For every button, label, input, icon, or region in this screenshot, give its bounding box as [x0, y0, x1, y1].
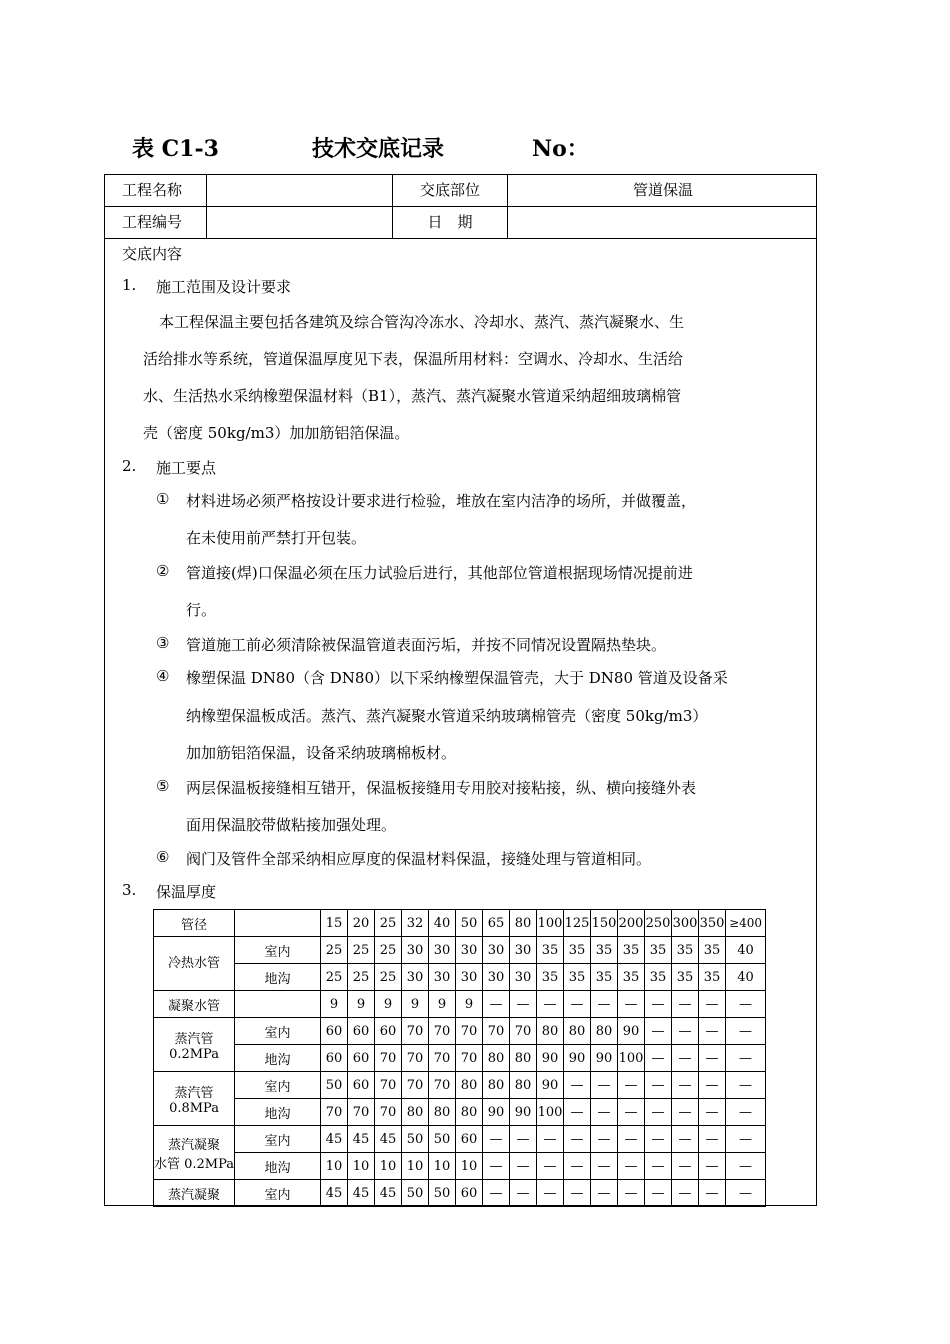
record-form — [104, 174, 817, 1206]
thickness-cell: 100 — [537, 1099, 564, 1126]
thickness-cell: — — [645, 1018, 672, 1045]
thickness-cell: 90 — [537, 1072, 564, 1099]
thickness-cell: — — [645, 1180, 672, 1207]
item-3-line: 管道施工前必须清除被保温管道表面污垢，并按不同情况设置隔热垫块。 — [186, 636, 667, 654]
table-header-row — [154, 910, 766, 937]
thickness-cell: — — [564, 1126, 591, 1153]
thickness-cell: — — [726, 1072, 766, 1099]
item-4-mark: ④ — [156, 667, 170, 685]
pipe-type-label: 蒸汽凝聚 — [168, 1137, 221, 1153]
thickness-cell: 70 — [429, 1018, 456, 1045]
thickness-cell: 35 — [537, 937, 564, 964]
insulation-thickness-table — [153, 909, 766, 1207]
thickness-cell: 35 — [537, 964, 564, 991]
pipe-size-cell: 100 — [537, 910, 564, 937]
thickness-cell: 50 — [402, 1126, 429, 1153]
thickness-cell: 9 — [321, 991, 348, 1018]
location-cell: 室内 — [235, 937, 321, 964]
section-2-number: 2. — [122, 457, 137, 475]
section-1-line: 壳（密度 50kg/m3）加加筋铝箔保温。 — [143, 424, 410, 442]
pipe-type-label: 冷热水管 — [168, 955, 221, 971]
form-title: 技术交底记录 — [312, 136, 445, 162]
thickness-cell: — — [672, 991, 699, 1018]
pipe-size-header: 管径 — [154, 910, 235, 937]
item-4-line: 橡塑保温 DN80（含 DN80）以下采纳橡塑保温管壳，大于 DN80 管道及设备采 — [186, 669, 728, 687]
thickness-cell: 45 — [321, 1126, 348, 1153]
thickness-cell: 90 — [510, 1099, 537, 1126]
thickness-cell: — — [726, 1018, 766, 1045]
thickness-cell: 35 — [645, 964, 672, 991]
thickness-cell: — — [591, 991, 618, 1018]
thickness-cell: — — [537, 1153, 564, 1180]
thickness-cell: 60 — [375, 1018, 402, 1045]
thickness-cell: 30 — [429, 964, 456, 991]
thickness-cell: — — [591, 1126, 618, 1153]
thickness-cell: — — [645, 1126, 672, 1153]
content-heading: 交底内容 — [122, 245, 183, 263]
thickness-cell: 10 — [402, 1153, 429, 1180]
thickness-cell: 45 — [348, 1180, 375, 1207]
form-number-label: No： — [532, 136, 589, 162]
thickness-cell: 60 — [348, 1045, 375, 1072]
thickness-cell: 80 — [483, 1072, 510, 1099]
item-5-line: 面用保温胶带做粘接加强处理。 — [186, 816, 397, 834]
thickness-cell: 80 — [483, 1045, 510, 1072]
location-cell: 室内 — [235, 1018, 321, 1045]
pipe-size-cell: 32 — [402, 910, 429, 937]
pipe-size-cell: 40 — [429, 910, 456, 937]
pipe-type-cell — [154, 937, 235, 991]
thickness-cell: 90 — [618, 1018, 645, 1045]
thickness-cell: — — [726, 1153, 766, 1180]
thickness-cell: — — [618, 1072, 645, 1099]
thickness-cell: 80 — [591, 1018, 618, 1045]
thickness-cell: 10 — [375, 1153, 402, 1180]
pipe-type-cell — [154, 1018, 235, 1072]
project-name-label: 工程名称 — [122, 181, 183, 199]
pipe-size-cell: 350 — [699, 910, 726, 937]
pipe-type-label: 0.2MPa — [169, 1046, 219, 1062]
project-number-label: 工程编号 — [122, 213, 183, 231]
thickness-cell: 70 — [483, 1018, 510, 1045]
pipe-type-label: 蒸汽凝聚 — [168, 1187, 221, 1203]
thickness-cell: 25 — [375, 964, 402, 991]
thickness-cell: 35 — [699, 937, 726, 964]
item-2-line: 行。 — [186, 601, 217, 619]
section-1-line: 水、生活热水采纳橡塑保温材料（B1），蒸汽、蒸汽凝聚水管道采纳超细玻璃棉管 — [143, 387, 682, 405]
location-cell — [235, 991, 321, 1018]
thickness-cell: 35 — [672, 964, 699, 991]
thickness-cell: — — [618, 1126, 645, 1153]
pipe-size-cell: 15 — [321, 910, 348, 937]
thickness-cell: — — [699, 1045, 726, 1072]
thickness-cell: — — [726, 991, 766, 1018]
table-row — [154, 1018, 766, 1045]
project-name-field[interactable] — [206, 175, 392, 206]
table-row — [154, 1072, 766, 1099]
section-2-title: 施工要点 — [156, 459, 217, 477]
thickness-cell: — — [483, 1180, 510, 1207]
thickness-cell: — — [699, 991, 726, 1018]
thickness-cell: 30 — [510, 937, 537, 964]
item-4-line: 加加筋铝箔保温，设备采纳玻璃棉板材。 — [186, 744, 457, 762]
thickness-cell: 35 — [618, 937, 645, 964]
table-row — [154, 1153, 766, 1180]
thickness-cell: — — [537, 1126, 564, 1153]
thickness-cell: 10 — [321, 1153, 348, 1180]
pipe-type-cell — [154, 1072, 235, 1126]
table-row — [154, 1180, 766, 1207]
section-1-title: 施工范围及设计要求 — [156, 278, 292, 296]
thickness-cell: 50 — [402, 1180, 429, 1207]
pipe-type-cell — [154, 1180, 235, 1207]
header-row-2 — [105, 207, 816, 239]
thickness-cell: — — [591, 1099, 618, 1126]
thickness-cell: 70 — [429, 1045, 456, 1072]
location-header-cell — [235, 910, 321, 937]
thickness-cell: — — [672, 1180, 699, 1207]
thickness-cell: 70 — [375, 1072, 402, 1099]
thickness-cell: — — [483, 1126, 510, 1153]
table-row — [154, 1045, 766, 1072]
thickness-cell: 35 — [672, 937, 699, 964]
thickness-cell: 9 — [429, 991, 456, 1018]
thickness-cell: 9 — [456, 991, 483, 1018]
location-cell: 地沟 — [235, 964, 321, 991]
location-cell: 室内 — [235, 1072, 321, 1099]
pipe-type-label: 0.8MPa — [169, 1100, 219, 1116]
thickness-cell: — — [726, 1099, 766, 1126]
thickness-cell: 35 — [645, 937, 672, 964]
thickness-cell: — — [564, 1072, 591, 1099]
thickness-cell: 45 — [375, 1126, 402, 1153]
pipe-size-cell: 150 — [591, 910, 618, 937]
thickness-cell: 90 — [564, 1045, 591, 1072]
pipe-type-label: 蒸汽管 — [174, 1031, 214, 1047]
thickness-cell: 30 — [510, 964, 537, 991]
thickness-cell: 70 — [375, 1045, 402, 1072]
section-3-title: 保温厚度 — [156, 883, 217, 901]
handover-part-value[interactable]: 管道保温 — [507, 175, 818, 206]
item-3-mark: ③ — [156, 634, 170, 652]
thickness-cell: — — [564, 991, 591, 1018]
thickness-cell: — — [510, 991, 537, 1018]
thickness-cell: — — [618, 1180, 645, 1207]
date-field[interactable] — [507, 207, 818, 238]
thickness-cell: — — [618, 1099, 645, 1126]
pipe-type-label: 水管 0.2MPa — [154, 1156, 235, 1172]
pipe-size-cell: 50 — [456, 910, 483, 937]
header-row-1 — [105, 175, 816, 207]
item-2-line: 管道接(焊)口保温必须在压力试验后进行，其他部位管道根据现场情况提前进 — [186, 564, 693, 582]
section-1-number: 1. — [122, 276, 137, 294]
thickness-cell: 9 — [402, 991, 429, 1018]
item-6-line: 阀门及管件全部采纳相应厚度的保温材料保温，接缝处理与管道相同。 — [186, 850, 652, 868]
thickness-cell: — — [564, 1180, 591, 1207]
pipe-size-cell: 200 — [618, 910, 645, 937]
thickness-cell: 80 — [510, 1045, 537, 1072]
thickness-cell: 35 — [564, 964, 591, 991]
thickness-cell: 30 — [429, 937, 456, 964]
date-label: 日 期 — [392, 207, 507, 238]
thickness-cell: 70 — [429, 1072, 456, 1099]
location-cell: 室内 — [235, 1126, 321, 1153]
thickness-cell: — — [699, 1126, 726, 1153]
thickness-cell: 10 — [429, 1153, 456, 1180]
item-1-line: 材料进场必须严格按设计要求进行检验，堆放在室内洁净的场所，并做覆盖， — [186, 492, 697, 510]
pipe-size-cell: 80 — [510, 910, 537, 937]
thickness-cell: — — [483, 1153, 510, 1180]
location-cell: 室内 — [235, 1180, 321, 1207]
item-6-mark: ⑥ — [156, 848, 170, 866]
thickness-cell: — — [645, 1099, 672, 1126]
thickness-cell: — — [672, 1045, 699, 1072]
thickness-cell: 10 — [456, 1153, 483, 1180]
thickness-cell: — — [645, 1045, 672, 1072]
thickness-cell: 80 — [429, 1099, 456, 1126]
item-1-line: 在未使用前严禁打开包装。 — [186, 529, 367, 547]
section-3-number: 3. — [122, 881, 137, 899]
thickness-cell: — — [645, 1072, 672, 1099]
thickness-cell: — — [618, 991, 645, 1018]
thickness-cell: 30 — [456, 964, 483, 991]
thickness-cell: 80 — [510, 1072, 537, 1099]
thickness-cell: 30 — [483, 964, 510, 991]
thickness-cell: — — [699, 1153, 726, 1180]
thickness-cell: — — [645, 1153, 672, 1180]
table-row — [154, 991, 766, 1018]
thickness-cell: — — [672, 1018, 699, 1045]
thickness-cell: — — [510, 1153, 537, 1180]
pipe-size-cell: ≥400 — [726, 910, 766, 937]
section-1-line: 本工程保温主要包括各建筑及综合管沟冷冻水、冷却水、蒸汽、蒸汽凝聚水、生 — [159, 313, 685, 331]
thickness-cell: — — [564, 1099, 591, 1126]
pipe-size-cell: 250 — [645, 910, 672, 937]
location-cell: 地沟 — [235, 1099, 321, 1126]
thickness-cell: 25 — [321, 937, 348, 964]
thickness-cell: 60 — [456, 1126, 483, 1153]
thickness-cell: — — [726, 1180, 766, 1207]
table-row — [154, 964, 766, 991]
thickness-cell: 30 — [456, 937, 483, 964]
thickness-cell: 25 — [348, 937, 375, 964]
thickness-cell: 35 — [591, 937, 618, 964]
thickness-cell: — — [672, 1099, 699, 1126]
thickness-cell: 35 — [564, 937, 591, 964]
thickness-cell: — — [699, 1072, 726, 1099]
thickness-cell: 60 — [456, 1180, 483, 1207]
thickness-cell: — — [699, 1099, 726, 1126]
thickness-cell: 70 — [348, 1099, 375, 1126]
thickness-cell: 40 — [726, 964, 766, 991]
item-5-mark: ⑤ — [156, 777, 170, 795]
thickness-cell: 60 — [321, 1018, 348, 1045]
location-cell: 地沟 — [235, 1153, 321, 1180]
thickness-cell: — — [672, 1153, 699, 1180]
thickness-cell: — — [510, 1180, 537, 1207]
thickness-cell: 45 — [321, 1180, 348, 1207]
thickness-cell: 70 — [402, 1072, 429, 1099]
item-2-mark: ② — [156, 562, 170, 580]
thickness-cell: 100 — [618, 1045, 645, 1072]
thickness-cell: 90 — [591, 1045, 618, 1072]
table-row — [154, 1126, 766, 1153]
thickness-cell: 10 — [348, 1153, 375, 1180]
thickness-cell: 80 — [537, 1018, 564, 1045]
thickness-cell: 30 — [402, 964, 429, 991]
thickness-cell: — — [672, 1126, 699, 1153]
thickness-cell: 80 — [456, 1072, 483, 1099]
thickness-cell: — — [591, 1180, 618, 1207]
thickness-cell: — — [699, 1018, 726, 1045]
thickness-cell: 60 — [321, 1045, 348, 1072]
thickness-cell: 70 — [375, 1099, 402, 1126]
thickness-cell: 50 — [429, 1180, 456, 1207]
pipe-type-cell — [154, 991, 235, 1018]
pipe-type-label: 蒸汽管 — [174, 1085, 214, 1101]
thickness-cell: 70 — [456, 1018, 483, 1045]
thickness-cell: 35 — [591, 964, 618, 991]
thickness-cell: 70 — [456, 1045, 483, 1072]
pipe-size-cell: 125 — [564, 910, 591, 937]
item-4-line: 纳橡塑保温板成活。蒸汽、蒸汽凝聚水管道采纳玻璃棉管壳（密度 50kg/m3） — [186, 707, 708, 725]
thickness-cell: 25 — [321, 964, 348, 991]
table-row — [154, 937, 766, 964]
thickness-cell: — — [699, 1180, 726, 1207]
project-number-field[interactable] — [206, 207, 392, 238]
item-1-mark: ① — [156, 490, 170, 508]
location-cell: 地沟 — [235, 1045, 321, 1072]
thickness-cell: 80 — [402, 1099, 429, 1126]
handover-part-label: 交底部位 — [392, 175, 507, 206]
table-row — [154, 1099, 766, 1126]
pipe-size-cell: 300 — [672, 910, 699, 937]
thickness-cell: 90 — [537, 1045, 564, 1072]
thickness-cell: 40 — [726, 937, 766, 964]
thickness-cell: — — [645, 991, 672, 1018]
thickness-cell: 80 — [456, 1099, 483, 1126]
thickness-cell: 60 — [348, 1018, 375, 1045]
thickness-cell: 80 — [564, 1018, 591, 1045]
thickness-cell: — — [618, 1153, 645, 1180]
thickness-cell: 35 — [699, 964, 726, 991]
pipe-size-cell: 20 — [348, 910, 375, 937]
item-5-line: 两层保温板接缝相互错开，保温板接缝用专用胶对接粘接，纵、横向接缝外表 — [186, 779, 697, 797]
thickness-cell: 70 — [321, 1099, 348, 1126]
pipe-size-cell: 25 — [375, 910, 402, 937]
thickness-cell: 9 — [348, 991, 375, 1018]
thickness-cell: — — [591, 1153, 618, 1180]
thickness-cell: — — [591, 1072, 618, 1099]
thickness-cell: — — [672, 1072, 699, 1099]
pipe-type-label: 凝聚水管 — [168, 998, 221, 1014]
thickness-cell: — — [726, 1045, 766, 1072]
thickness-cell: 50 — [429, 1126, 456, 1153]
thickness-cell: 30 — [483, 937, 510, 964]
thickness-cell: 25 — [348, 964, 375, 991]
thickness-cell: 9 — [375, 991, 402, 1018]
thickness-cell: 25 — [375, 937, 402, 964]
thickness-cell: 35 — [618, 964, 645, 991]
pipe-type-cell — [154, 1126, 235, 1180]
form-code: 表 C1-3 — [132, 136, 219, 162]
thickness-cell: — — [564, 1153, 591, 1180]
pipe-size-cell: 65 — [483, 910, 510, 937]
thickness-cell: 45 — [375, 1180, 402, 1207]
thickness-cell: — — [726, 1126, 766, 1153]
thickness-cell: 70 — [402, 1045, 429, 1072]
thickness-cell: 90 — [483, 1099, 510, 1126]
thickness-cell: 45 — [348, 1126, 375, 1153]
thickness-cell: 70 — [402, 1018, 429, 1045]
section-1-line: 活给排水等系统，管道保温厚度见下表，保温所用材料：空调水、冷却水、生活给 — [143, 350, 684, 368]
thickness-cell: 70 — [510, 1018, 537, 1045]
thickness-cell: 30 — [402, 937, 429, 964]
thickness-cell: — — [537, 1180, 564, 1207]
thickness-cell: 50 — [321, 1072, 348, 1099]
thickness-cell: — — [510, 1126, 537, 1153]
thickness-cell: — — [483, 991, 510, 1018]
thickness-cell: 60 — [348, 1072, 375, 1099]
thickness-cell: — — [537, 991, 564, 1018]
